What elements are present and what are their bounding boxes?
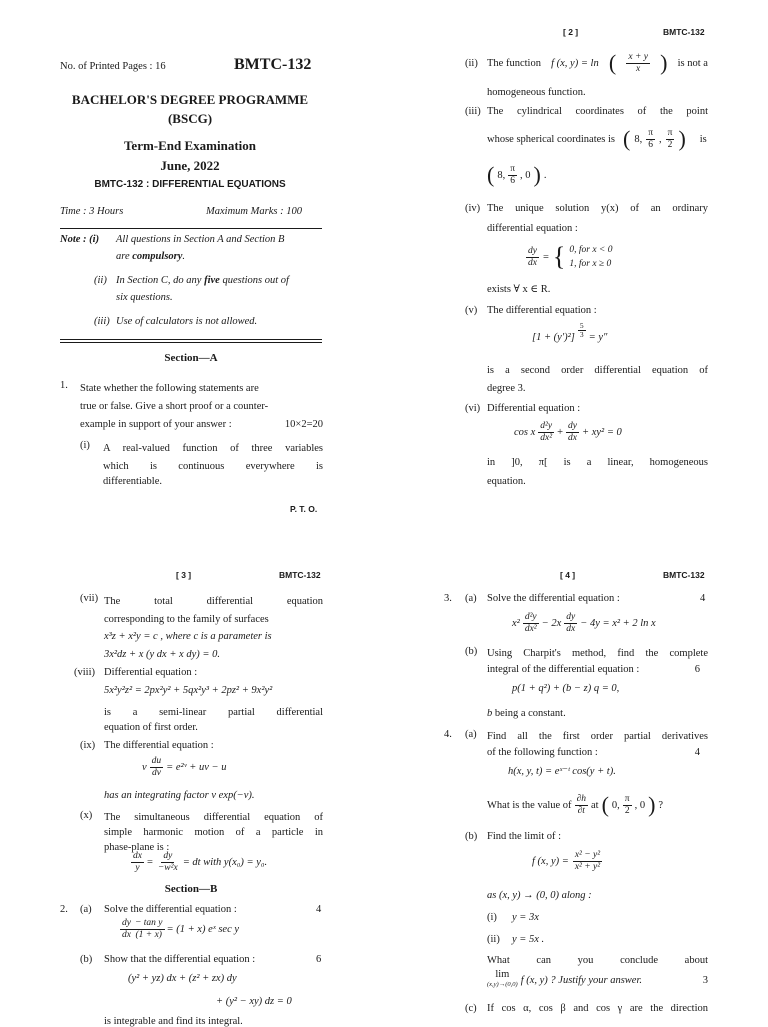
q3a-marks: 4 xyxy=(700,593,706,604)
q4c-line1: If cos α, cos β and cos γ are the direction xyxy=(487,1003,708,1014)
q1vi-line3: equation. xyxy=(487,476,526,487)
q4a-equation: h(x, y, t) = eˣ⁻ᵗ cos(y + t). xyxy=(508,766,616,777)
q1v-line1: The differential equation : xyxy=(487,305,597,316)
q2a-line1: Solve the differential equation : xyxy=(104,904,237,915)
q1vi-line1: Differential equation : xyxy=(487,403,581,414)
q1viii-line3: equation of first order. xyxy=(104,722,198,733)
divider xyxy=(60,339,322,340)
q1iv-line1: The unique solution y(x) of an ordinary xyxy=(487,203,708,214)
q2b-line1: Show that the differential equation : xyxy=(104,954,256,965)
q1vii-text: The total differential equation corresponding to the family of surfaces x³z + x²y = c , where c is a parameter is 3x²dz + x (y dx + x dy) = 0. xyxy=(104,596,323,660)
q4a-text: Find all the first order partial derivatives of the following function : 4 xyxy=(487,731,708,758)
section-b-heading: Section—B xyxy=(164,883,218,895)
q2a-number: (a) xyxy=(80,904,92,915)
q2a-equation: $\frac{dy}{dx}$ $\frac{\text{− tan y}}{(1 + x)}$ = (1 + x) eˣ sec y xyxy=(122,918,240,940)
q4b-line4: lim (x,y)→(0,0) f (x, y) ? Justify your answer. 3 xyxy=(487,969,708,988)
exam-time: Time : 3 Hours xyxy=(60,206,124,217)
q1-text: State whether the following statements are true or false. Give a short proof or a counter- example in support of your answer : 10×2=20 xyxy=(80,383,323,430)
header-code: BMTC-132 xyxy=(279,570,321,580)
max-marks: Maximum Marks : 100 xyxy=(206,206,302,217)
q1x-number: (x) xyxy=(80,810,93,821)
q2b-number: (b) xyxy=(80,954,93,965)
q1ix-line2: has an integrating factor v exp(−v). xyxy=(104,790,255,801)
note-label: Note : (i) xyxy=(60,234,100,245)
q1vi-line2: in ]0, π[ is a linear, homogeneous xyxy=(487,457,708,468)
q3b-number: (b) xyxy=(465,646,478,657)
q1ii-line1: The function f (x, y) = ln ( $\frac{x + y}{x}$ ) is not a xyxy=(487,50,708,75)
page-number: [ 3 ] xyxy=(176,570,192,580)
q4b-number: (b) xyxy=(465,831,478,842)
q1viii-line2: is a semi-linear partial differential xyxy=(104,707,323,718)
q1-number: 1. xyxy=(60,380,68,391)
section-a-heading: Section—A xyxy=(164,352,218,364)
q4b-line2: as (x, y) → (0, 0) along : xyxy=(487,890,592,901)
q1iii-line1: The cylindrical coordinates of the point xyxy=(487,106,708,117)
q3-number: 3. xyxy=(444,593,452,604)
q4b-ii-number: (ii) xyxy=(487,934,500,945)
exam-title: Term-End Examination xyxy=(123,138,257,153)
note-iii-label: (iii) xyxy=(94,316,110,327)
q1ii-line2: homogeneous function. xyxy=(487,87,586,98)
q1iii-line2: whose spherical coordinates is ( 8, $\frac{\pi}{6}$ , $\frac{\pi}{2}$ ) is xyxy=(487,126,707,151)
printed-pages: No. of Printed Pages : 16 xyxy=(60,61,166,72)
subject-title: BMTC-132 : DIFFERENTIAL EQUATIONS xyxy=(94,179,286,190)
q1v-number: (v) xyxy=(465,305,478,316)
q1ix-equation: v $\frac{du}{dv}$ = e²ᵛ + uv − u xyxy=(142,756,227,778)
q1iv-line2: differential equation : xyxy=(487,223,578,234)
q2a-marks: 4 xyxy=(316,904,322,915)
q1x-text: The simultaneous differential equation of simple harmonic motion of a particle in phase-plane is : xyxy=(104,812,323,853)
q3a-equation: x² $\frac{\text{d²y}}{\text{dx²}}$ − 2x $\frac{dy}{dx}$ − 4y = x² + 2 ln x xyxy=(512,612,656,634)
q4b-i: y = 3x xyxy=(512,912,539,923)
q4b-ii: y = 5x . xyxy=(512,934,545,945)
q1vi-number: (vi) xyxy=(465,403,481,414)
q1v-line3: degree 3. xyxy=(487,383,526,394)
note-i-line1: All questions in Section A and Section B xyxy=(116,234,285,245)
q1x-equation: $\frac{dx}{y}$ = $\frac{dy}{\text{−w²x}}$ = dt with y(x₀) = y₀. xyxy=(133,851,268,873)
q2b-equation-line2: + (y² − xy) dz = 0 xyxy=(216,996,292,1007)
q4b-line3: What can you conclude about xyxy=(487,955,708,966)
q3b-text: Using Charpit's method, find the complete integral of the differential equation : 6 xyxy=(487,648,708,675)
note-ii-line1: In Section C, do any five questions out of xyxy=(116,275,289,286)
q1iv-equation: $\frac{dy}{dx}$ = { 0, for x < 0 1, for x ≥ 0 xyxy=(528,242,613,271)
programme-title: BACHELOR'S DEGREE PROGRAMME xyxy=(71,92,309,107)
divider xyxy=(60,342,322,343)
q3a-number: (a) xyxy=(465,593,477,604)
q1i-text: A real-valued function of three variables which is continuous everywhere is xyxy=(103,443,323,472)
pto: P. T. O. xyxy=(290,504,318,514)
q2-number: 2. xyxy=(60,904,68,915)
page-number: [ 4 ] xyxy=(560,570,576,580)
q4c-number: (c) xyxy=(465,1003,477,1014)
course-code-title: BMTC-132 xyxy=(234,56,312,73)
note-ii-label: (ii) xyxy=(94,275,107,286)
q2b-marks: 6 xyxy=(316,954,322,965)
q4-number: 4. xyxy=(444,729,452,740)
q4a-question: What is the value of $\frac{\partial h}{\partial t}$ at ( 0, $\frac{\pi}{2}$ , 0 ) ? xyxy=(487,792,664,817)
exam-date: June, 2022 xyxy=(160,158,220,173)
q1viii-equation: 5x²y²z² = 2px²y² + 5qx²y³ + 2pz² + 9x²y² xyxy=(104,685,273,696)
q4a-number: (a) xyxy=(465,729,477,740)
q1iv-number: (iv) xyxy=(465,203,481,214)
note-iii: Use of calculators is not allowed. xyxy=(116,316,258,327)
q1viii-line1: Differential equation : xyxy=(104,667,198,678)
q3a-line1: Solve the differential equation : xyxy=(487,593,620,604)
q1vii-number: (vii) xyxy=(80,593,99,604)
note-i-line2: are compulsory. xyxy=(116,251,186,262)
q1v-equation: [1 + (y′)²] $\frac{5}{3}$ = y″ xyxy=(532,321,608,343)
page-number: [ 2 ] xyxy=(563,27,579,37)
divider xyxy=(60,228,322,229)
q1v-line2: is a second order differential equation of xyxy=(487,365,708,376)
q1iv-line3: exists ∀ x ∈ R. xyxy=(487,284,551,295)
q1viii-number: (viii) xyxy=(74,667,95,678)
programme-abbr: (BSCG) xyxy=(167,111,213,126)
q1ix-number: (ix) xyxy=(80,740,96,751)
q4b-equation: f (x, y) = $\frac{\text{x² − y²}}{\text{x² + y²}}$ xyxy=(532,850,601,872)
q1vi-equation: cos x $\frac{\text{d²y}}{\text{dx²}}$ + $\frac{dy}{dx}$ + xy² = 0 xyxy=(514,421,622,443)
q3b-line3: b being a constant. xyxy=(487,708,566,719)
q3b-equation: p(1 + q²) + (b − z) q = 0, xyxy=(512,683,620,694)
q2b-equation-line1: (y² + yz) dx + (z² + zx) dy xyxy=(128,973,237,984)
q1i-number: (i) xyxy=(80,440,90,451)
q1ix-line1: The differential equation : xyxy=(104,740,214,751)
header-code: BMTC-132 xyxy=(663,27,705,37)
q4b-line1: Find the limit of : xyxy=(487,831,562,842)
q1iii-cylindrical: ( 8, $\frac{\pi}{6}$ , 0 ) . xyxy=(487,162,547,187)
header-code: BMTC-132 xyxy=(663,570,705,580)
q2b-line2: is integrable and find its integral. xyxy=(104,1016,243,1027)
q4b-i-number: (i) xyxy=(487,912,497,923)
q1ii-number: (ii) xyxy=(465,58,478,69)
note-ii-line2: six questions. xyxy=(116,292,173,303)
q1i-text-end: differentiable. xyxy=(103,476,162,487)
q1iii-number: (iii) xyxy=(465,106,481,117)
